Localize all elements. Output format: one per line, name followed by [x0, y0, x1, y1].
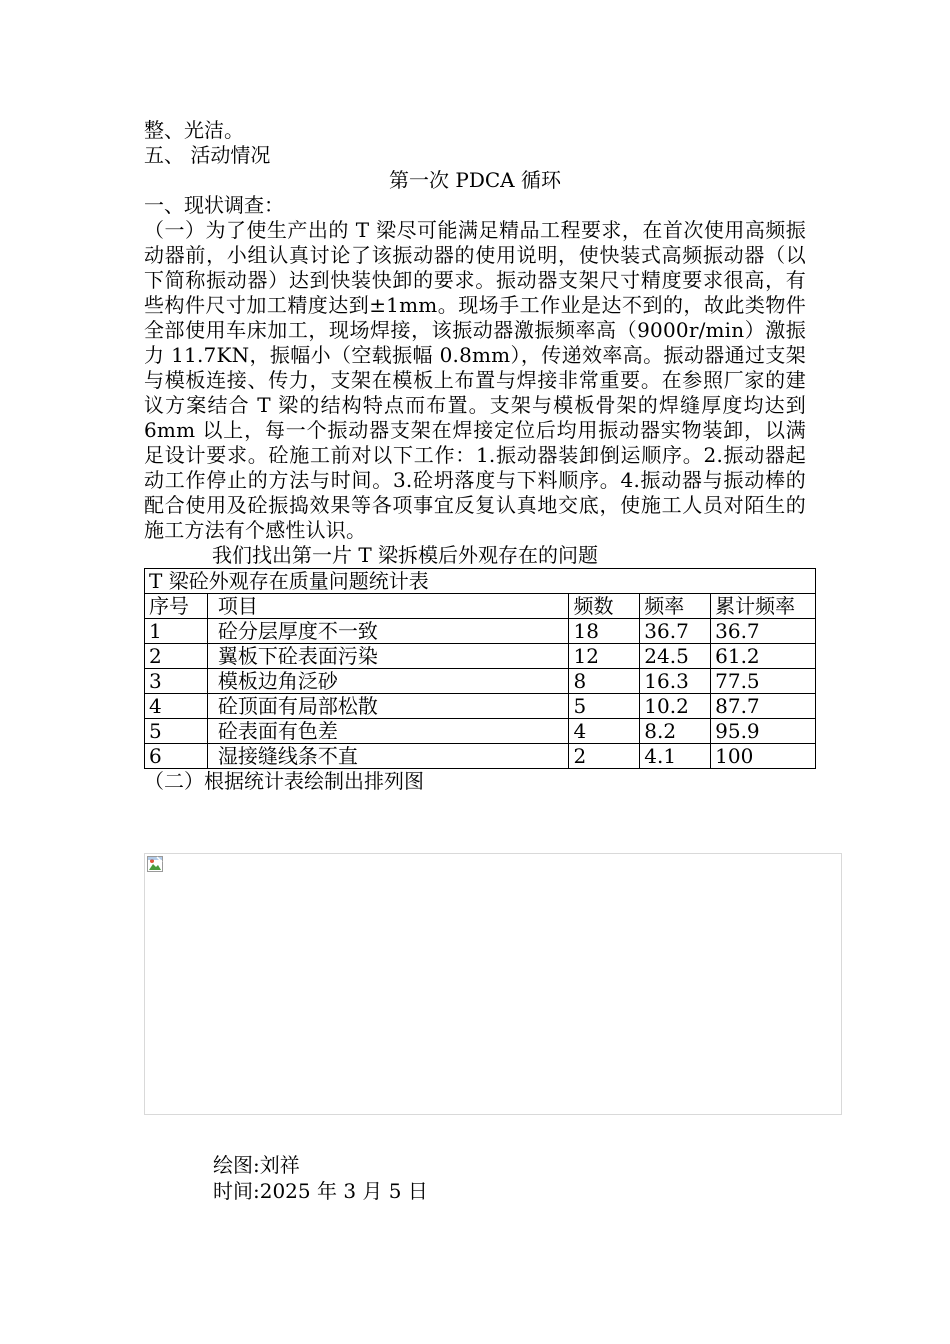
- cell-count: 2: [569, 744, 640, 769]
- cell-index: 4: [145, 694, 208, 719]
- cell-item: 翼板下砼表面污染: [207, 644, 569, 669]
- cell-count: 18: [569, 619, 640, 644]
- header-count: 频数: [569, 594, 640, 619]
- cell-index: 2: [145, 644, 208, 669]
- cell-item: 砼表面有色差: [207, 719, 569, 744]
- quality-problem-table: [144, 568, 816, 769]
- cell-item: 砼顶面有局部松散: [207, 694, 569, 719]
- cell-cumulative: 61.2: [711, 644, 816, 669]
- survey-heading: 一、现状调查：: [144, 193, 284, 217]
- cell-cumulative: 95.9: [711, 719, 816, 744]
- cell-rate: 4.1: [640, 744, 711, 769]
- cell-count: 12: [569, 644, 640, 669]
- header-item: 项目: [207, 594, 569, 619]
- cell-cumulative: 87.7: [711, 694, 816, 719]
- drawing-date: 时间:2025 年 3 月 5 日: [213, 1179, 428, 1203]
- intro-line-1: 整、光洁。: [144, 118, 244, 142]
- cell-index: 5: [145, 719, 208, 744]
- header-rate: 频率: [640, 594, 711, 619]
- cell-item: 湿接缝线条不直: [207, 744, 569, 769]
- problem-intro: 我们找出第一片 T 梁拆模后外观存在的问题: [212, 543, 599, 567]
- description-paragraph: （一）为了使生产出的 T 梁尽可能满足精品工程要求，在首次使用高频振动器前，小组认真讨论了该振动器的使用说明，使快装式高频振动器（以下简称振动器）达到快装快卸的要求。振动器支架尺寸精度要求很高，有些构件尺寸加工精度达到±1mm。现场手工作业是达不到的，故此类物件全部使用车床加工，现场焊接，该振动器激振频率高（9000r/min）激振力 11.7KN，振幅小（空载振幅 0.8mm），传递效率高。振动器通过支架与模板连接、传力，支架在模板上布置与焊接非常重要。在参照厂家的建议方案结合 T 梁的结构特点而布置。支架与模板骨架的焊缝厚度均达到 6mm 以上，每一个振动器支架在焊接定位后均用振动器实物装卸，以满足设计要求。砼施工前对以下工作：1.振动器装卸倒运顺序。2.振动器起动工作停止的方法与时间。3.砼坍落度与下料顺序。4.振动器与振动棒的配合使用及砼振捣效果等各项事宜反复认真地交底，使施工人员对陌生的施工方法有个感性认识。: [144, 218, 806, 542]
- broken-image-icon: [147, 856, 163, 872]
- cell-index: 6: [145, 744, 208, 769]
- chart-caption: （二）根据统计表绘制出排列图: [144, 769, 424, 793]
- cell-index: 3: [145, 669, 208, 694]
- cell-count: 4: [569, 719, 640, 744]
- document-body: [144, 118, 806, 794]
- cell-rate: 10.2: [640, 694, 711, 719]
- table-title-row: [145, 569, 816, 594]
- table-row: [145, 719, 816, 744]
- pareto-chart-placeholder: [144, 853, 842, 1115]
- table-row: [145, 744, 816, 769]
- cell-count: 8: [569, 669, 640, 694]
- cycle-title: 第一次 PDCA 循环: [389, 168, 561, 192]
- cell-index: 1: [145, 619, 208, 644]
- table-title: T 梁砼外观存在质量问题统计表: [145, 569, 816, 594]
- cell-cumulative: 36.7: [711, 619, 816, 644]
- cell-item: 模板边角泛砂: [207, 669, 569, 694]
- header-index: 序号: [145, 594, 208, 619]
- cell-count: 5: [569, 694, 640, 719]
- table-row: [145, 669, 816, 694]
- drawer-credit: 绘图:刘祥: [213, 1153, 300, 1177]
- cell-rate: 8.2: [640, 719, 711, 744]
- cell-rate: 36.7: [640, 619, 711, 644]
- section-heading-activity: 五、 活动情况: [144, 143, 271, 167]
- cell-cumulative: 77.5: [711, 669, 816, 694]
- cell-cumulative: 100: [711, 744, 816, 769]
- table-row: [145, 644, 816, 669]
- chart-footer: [213, 1152, 428, 1204]
- cell-rate: 24.5: [640, 644, 711, 669]
- cell-item: 砼分层厚度不一致: [207, 619, 569, 644]
- table-header-row: [145, 594, 816, 619]
- header-cumulative: 累计频率: [711, 594, 816, 619]
- table-row: [145, 694, 816, 719]
- table-row: [145, 619, 816, 644]
- cell-rate: 16.3: [640, 669, 711, 694]
